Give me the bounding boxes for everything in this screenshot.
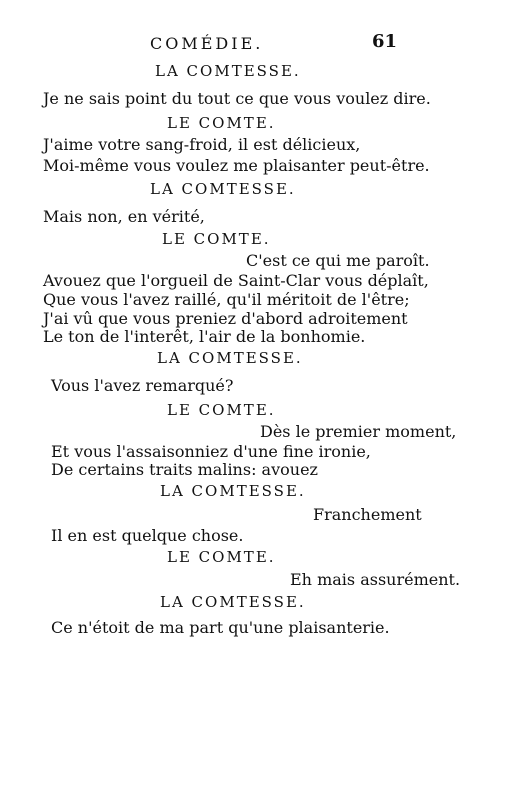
dialogue-line: Je ne sais point du tout ce que vous voulez dire. bbox=[43, 89, 431, 108]
dialogue-line: De certains traits malins: avouez bbox=[51, 460, 318, 479]
dialogue-line: Eh mais assurément. bbox=[290, 570, 461, 589]
dialogue-line: Que vous l'avez raillé, qu'il méritoit de l'être; bbox=[43, 290, 410, 309]
speaker-name: LA COMTESSE. bbox=[160, 482, 306, 500]
speaker-name: LA COMTESSE. bbox=[150, 180, 296, 198]
dialogue-line: Moi-même vous voulez me plaisanter peut-être. bbox=[43, 156, 430, 175]
dialogue-line: J'ai vû que vous preniez d'abord adroitement bbox=[43, 309, 408, 328]
dialogue-line: Ce n'étoit de ma part qu'une plaisanterie. bbox=[51, 618, 390, 637]
page-number: 61 bbox=[372, 31, 398, 52]
speaker-name: LE COMTE. bbox=[162, 230, 271, 248]
dialogue-line: Mais non, en vérité, bbox=[43, 207, 205, 226]
dialogue-line: Dès le premier moment, bbox=[260, 422, 457, 441]
dialogue-line: Franchement bbox=[313, 505, 422, 524]
dialogue-line: Et vous l'assaisonniez d'une fine ironie, bbox=[51, 442, 371, 461]
dialogue-line: Avouez que l'orgueil de Saint-Clar vous déplaît, bbox=[43, 271, 429, 290]
speaker-name: LA COMTESSE. bbox=[157, 349, 303, 367]
dialogue-line: J'aime votre sang-froid, il est délicieux, bbox=[43, 135, 361, 154]
speaker-name: LA COMTESSE. bbox=[155, 62, 301, 80]
speaker-name: LE COMTE. bbox=[167, 401, 276, 419]
speaker-name: LE COMTE. bbox=[167, 548, 276, 566]
dialogue-line: Le ton de l'interêt, l'air de la bonhomie. bbox=[43, 327, 366, 346]
speaker-name: LE COMTE. bbox=[167, 114, 276, 132]
dialogue-line: Il en est quelque chose. bbox=[51, 526, 244, 545]
running-title: COMÉDIE. bbox=[150, 34, 264, 53]
dialogue-line: C'est ce qui me paroît. bbox=[246, 251, 430, 270]
dialogue-line: Vous l'avez remarqué? bbox=[51, 376, 234, 395]
speaker-name: LA COMTESSE. bbox=[160, 593, 306, 611]
